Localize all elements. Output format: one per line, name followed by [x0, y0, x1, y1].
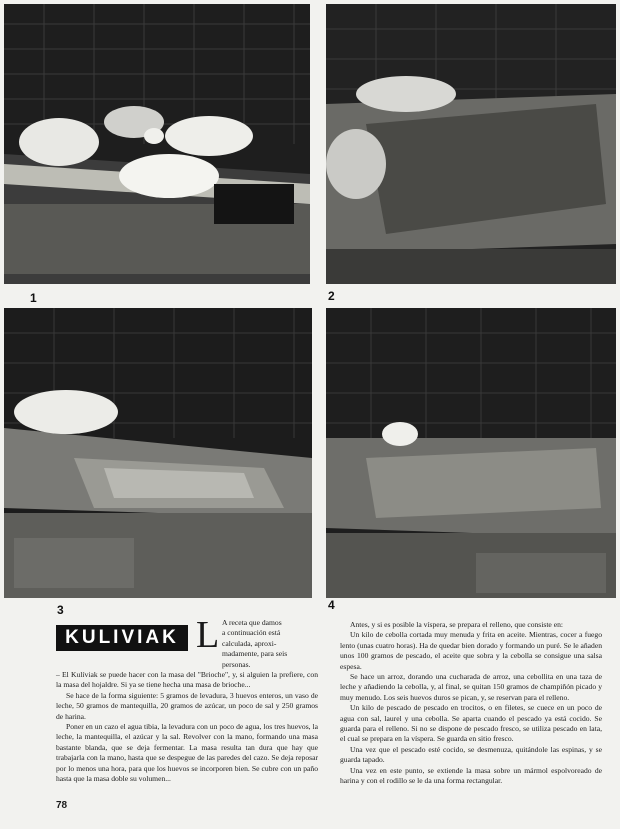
photo-4	[326, 308, 616, 598]
photo-1-image	[4, 4, 310, 284]
photo-number-2: 2	[328, 289, 335, 303]
intro-column	[222, 618, 318, 670]
photo-4-image	[326, 308, 616, 598]
body-paragraph: Se hace de la forma siguiente: 5 gramos de levadura, 3 huevos enteros, un vaso de leche, 50 gramos de mantequilla, 20 gramos de azúcar, un poco de sal y 250 gramos de harina.	[56, 690, 318, 721]
photo-1	[4, 4, 310, 284]
page-number: 78	[56, 800, 68, 811]
intro-line: a continuación está	[222, 628, 281, 638]
photo-number-1: 1	[30, 291, 37, 305]
photo-3-image	[4, 308, 312, 598]
article-title: KULIVIAK	[56, 625, 188, 651]
intro-line: personas.	[222, 659, 251, 669]
body-paragraph: Poner en un cazo el agua tibia, la levadura con un poco de agua, los tres huevos, la leche, la mantequilla, el azúcar y la sal. Revolver con la mano, formando una masa bastante blanda, que se deja fermentar. La masa resulta tan dura que hay que trabajarla con la mano, hasta que se despegue de las paredes del cazo. Se deja reposar por lo menos una hora, para que los huevos se incorporen bien. Se cubre con un paño hasta que la masa doble su volumen...	[56, 722, 318, 784]
photo-2-image	[326, 4, 616, 284]
photo-2	[326, 4, 616, 284]
body-paragraph: Antes, y si es posible la víspera, se prepara el relleno, que consiste en:	[350, 620, 563, 629]
body-paragraph: Un kilo de cebolla cortada muy menuda y frita en aceite. Mientras, cocer a fuego lento (unas cuatro horas). Ha de quedar bien dorado y formando un puré. Se le añaden unos 100 gramos de pescado, el aceite que sobra y la cebolla se consigue una salsa espesa.	[340, 630, 602, 671]
intro-line: calculada, aproxi-	[222, 638, 277, 648]
body-paragraph: – El Kulíviak se puede hacer con la masa del "Brioche", y, si alguien la prefiere, con la masa del hojaldre. Si ya se tiene hecha una masa de brioche...	[56, 670, 318, 690]
drop-cap: L	[196, 614, 220, 656]
left-column	[56, 670, 318, 784]
photo-number-3: 3	[57, 603, 64, 617]
body-paragraph: Una vez que el pescado esté cocido, se desmenuza, quitándole las espinas, y se guarda tapado.	[340, 744, 602, 765]
body-paragraph: Un kilo de pescado de pescado en trocitos, o en filetes, se cuece en un poco de agua con sal, laurel y una cebolla. Se aparta cuando el pescado ya está cocido. Se guarda para el relleno. Si no se dispone de pescado fresco, se utiliza pescado en lata, el cual se prepara en la víspera. Se guarda en sitio fresco.	[340, 703, 602, 744]
body-paragraph: Se hace un arroz, dorando una cucharada de arroz, una cebollita en una taza de leche y añadiendo la cebolla, y, al final, se quitan 150 gramos de champiñón picado y muy menudo. Los seis huevos duros se pican, y, se reservan para el relleno.	[340, 672, 602, 702]
right-column	[340, 620, 602, 787]
body-paragraph: Una vez en este punto, se extiende la masa sobre un mármol espolvoreado de harina y con el rodillo se le da una forma rectangular.	[340, 765, 602, 786]
photo-3	[4, 308, 312, 598]
photo-number-4: 4	[328, 598, 335, 612]
intro-line: madamente, para seis	[222, 649, 288, 659]
intro-line: A receta que damos	[222, 618, 282, 627]
